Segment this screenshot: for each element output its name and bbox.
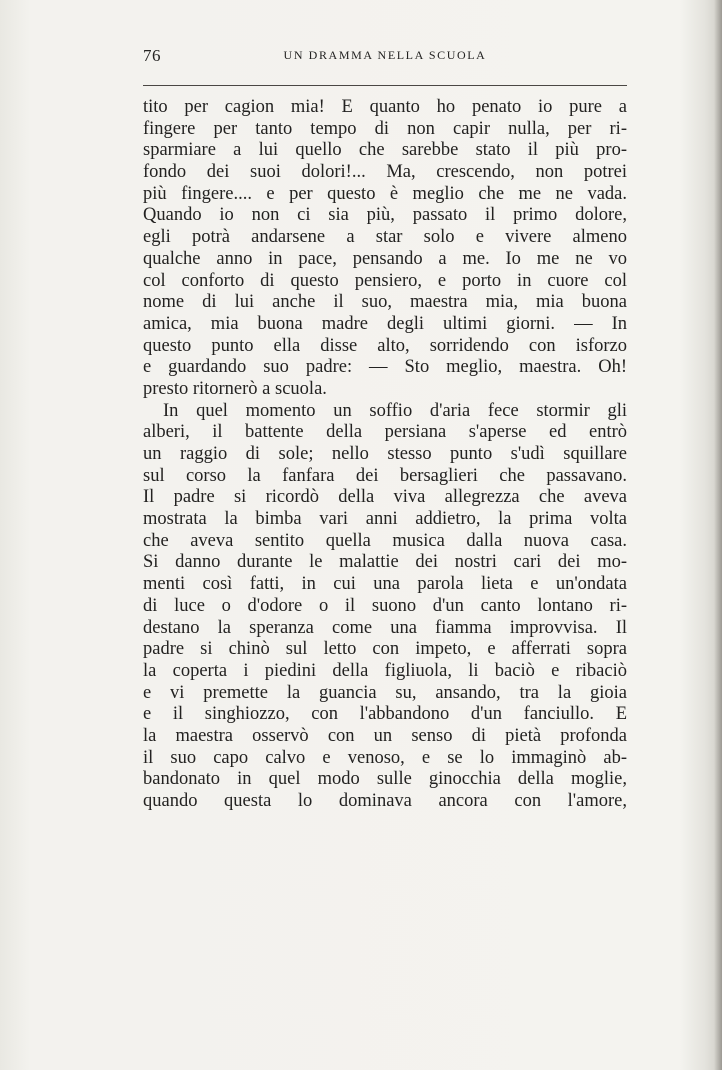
text-line: più fingere.... e per questo è meglio che me ne vada. — [143, 183, 627, 204]
page-edge-shadow — [714, 0, 722, 1070]
text-line: padre si chinò sul letto con impeto, e afferrati sopra — [143, 639, 627, 660]
text-line: fingere per tanto tempo di non capir nulla, per ri- — [143, 118, 627, 139]
text-line: menti così fatti, in cui una parola lieta e un'ondata — [143, 574, 627, 595]
text-line: nome di lui anche il suo, maestra mia, mia buona — [143, 292, 627, 313]
text-line: Il padre si ricordò della viva allegrezza che aveva — [143, 487, 627, 508]
text-line: Si danno durante le malattie dei nostri cari dei mo- — [143, 552, 627, 573]
text-line: che aveva sentito quella musica dalla nuova casa. — [143, 530, 627, 551]
paragraph-start-line: In quel momento un soffio d'aria fece stormir gli — [163, 400, 627, 421]
text-line: Quando io non ci sia più, passato il primo dolore, — [143, 205, 627, 226]
text-line: di luce o d'odore o il suono d'un canto lontano ri- — [143, 595, 627, 616]
text-line: quando questa lo dominava ancora con l'amore, — [143, 791, 627, 811]
running-head — [143, 46, 627, 68]
text-line: destano la speranza come una fiamma improvvisa. Il — [143, 617, 627, 638]
text-line: e vi premette la guancia su, ansando, tra la gioia — [143, 682, 627, 703]
text-line: egli potrà andarsene a star solo e vivere almeno — [143, 227, 627, 248]
text-line: amica, mia buona madre degli ultimi giorni. — In — [143, 313, 627, 334]
text-line: fondo dei suoi dolori!... Ma, crescendo, non potrei — [143, 162, 627, 183]
header-rule — [143, 85, 627, 86]
text-line: un raggio di sole; nello stesso punto s'udì squillare — [143, 444, 627, 464]
text-line: la maestra osservò con un senso di pietà profonda — [143, 725, 627, 746]
text-line: sparmiare a lui quello che sarebbe stato il più pro- — [143, 140, 627, 161]
text-line: qualche anno in pace, pensando a me. Io me ne vo — [143, 248, 627, 269]
text-line: col conforto di questo pensiero, e porto in cuore col — [143, 270, 627, 291]
text-line: bandonato in quel modo sulle ginocchia della moglie, — [143, 769, 627, 790]
text-line: sul corso la fanfara dei bersaglieri che passavano. — [143, 465, 627, 486]
text-line: alberi, il battente della persiana s'aperse ed entrò — [143, 422, 627, 443]
text-line: la coperta i piedini della figliuola, li baciò e ribaciò — [143, 660, 627, 681]
body-text — [143, 97, 627, 813]
page-number: 76 — [143, 46, 161, 65]
paragraph-end-line: presto ritornerò a scuola. — [143, 378, 327, 399]
text-line: questo punto ella disse alto, sorridendo con isforzo — [143, 335, 627, 356]
text-line: e guardando suo padre: — Sto meglio, maestra. Oh! — [143, 357, 627, 378]
text-line: il suo capo calvo e venoso, e se lo immaginò ab- — [143, 747, 627, 768]
text-line: tito per cagion mia! E quanto ho penato io pure a — [143, 97, 627, 117]
running-title: UN DRAMMA NELLA SCUOLA — [283, 48, 487, 62]
text-line: mostrata la bimba vari anni addietro, la prima volta — [143, 509, 627, 530]
text-line: e il singhiozzo, con l'abbandono d'un fanciullo. E — [143, 704, 627, 725]
